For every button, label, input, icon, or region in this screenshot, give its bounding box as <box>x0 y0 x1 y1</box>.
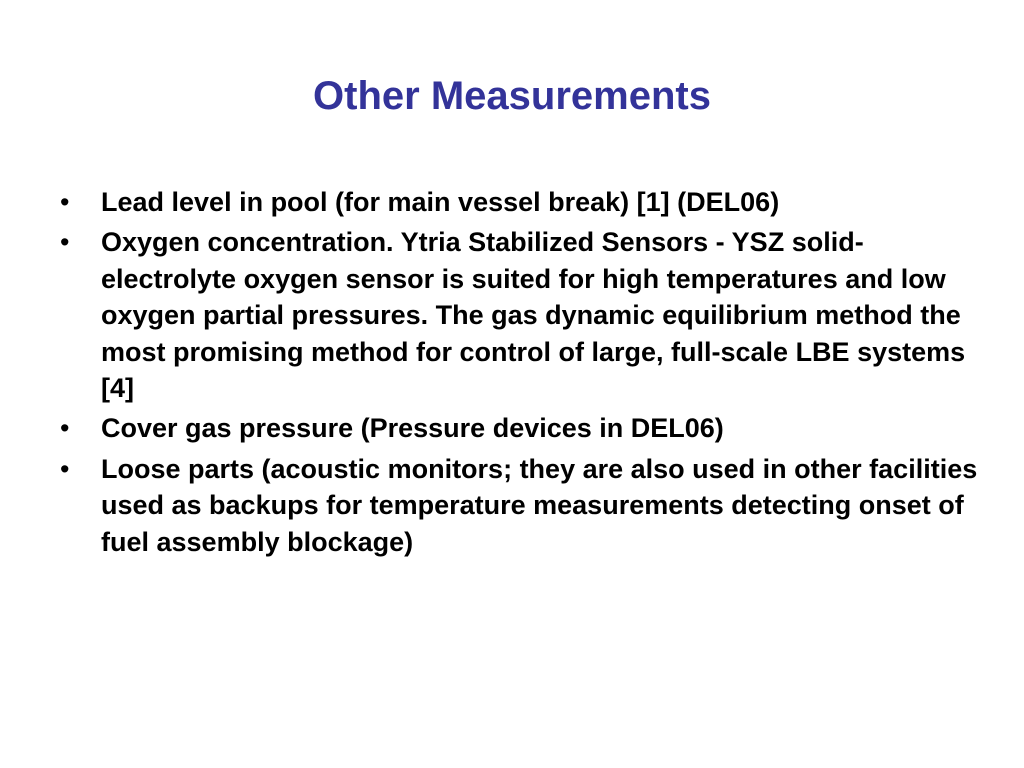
bullet-item-cover-gas-pressure <box>60 410 980 446</box>
slide-title: Other Measurements <box>313 74 711 118</box>
bullet-item-oxygen-concentration <box>60 224 980 406</box>
bullet-text: Cover gas pressure (Pressure devices in DEL06) <box>101 413 724 444</box>
bullet-glyph: • <box>60 227 70 258</box>
bullet-text: Loose parts (acoustic monitors; they are also used in other facilities used as backups for temperature measurements detecting onset of fuel assembly blockage) <box>101 453 978 557</box>
bullet-glyph: • <box>60 187 70 217</box>
bullet-text: Oxygen concentration. Ytria Stabilized Sensors - YSZ solid-electrolyte oxygen sensor is suited for high temperatures and low oxygen partial pressures. The gas dynamic equilibrium method the most promising method for control of large, full-scale LBE systems [4] <box>101 227 966 404</box>
bullet-glyph: • <box>60 453 70 484</box>
bullet-text: Lead level in pool (for main vessel break) [1] (DEL06) <box>101 187 780 217</box>
bullet-list <box>60 184 980 564</box>
bullet-glyph: • <box>60 413 70 444</box>
bullet-item-lead-level <box>60 184 980 220</box>
bullet-item-loose-parts <box>60 451 980 560</box>
